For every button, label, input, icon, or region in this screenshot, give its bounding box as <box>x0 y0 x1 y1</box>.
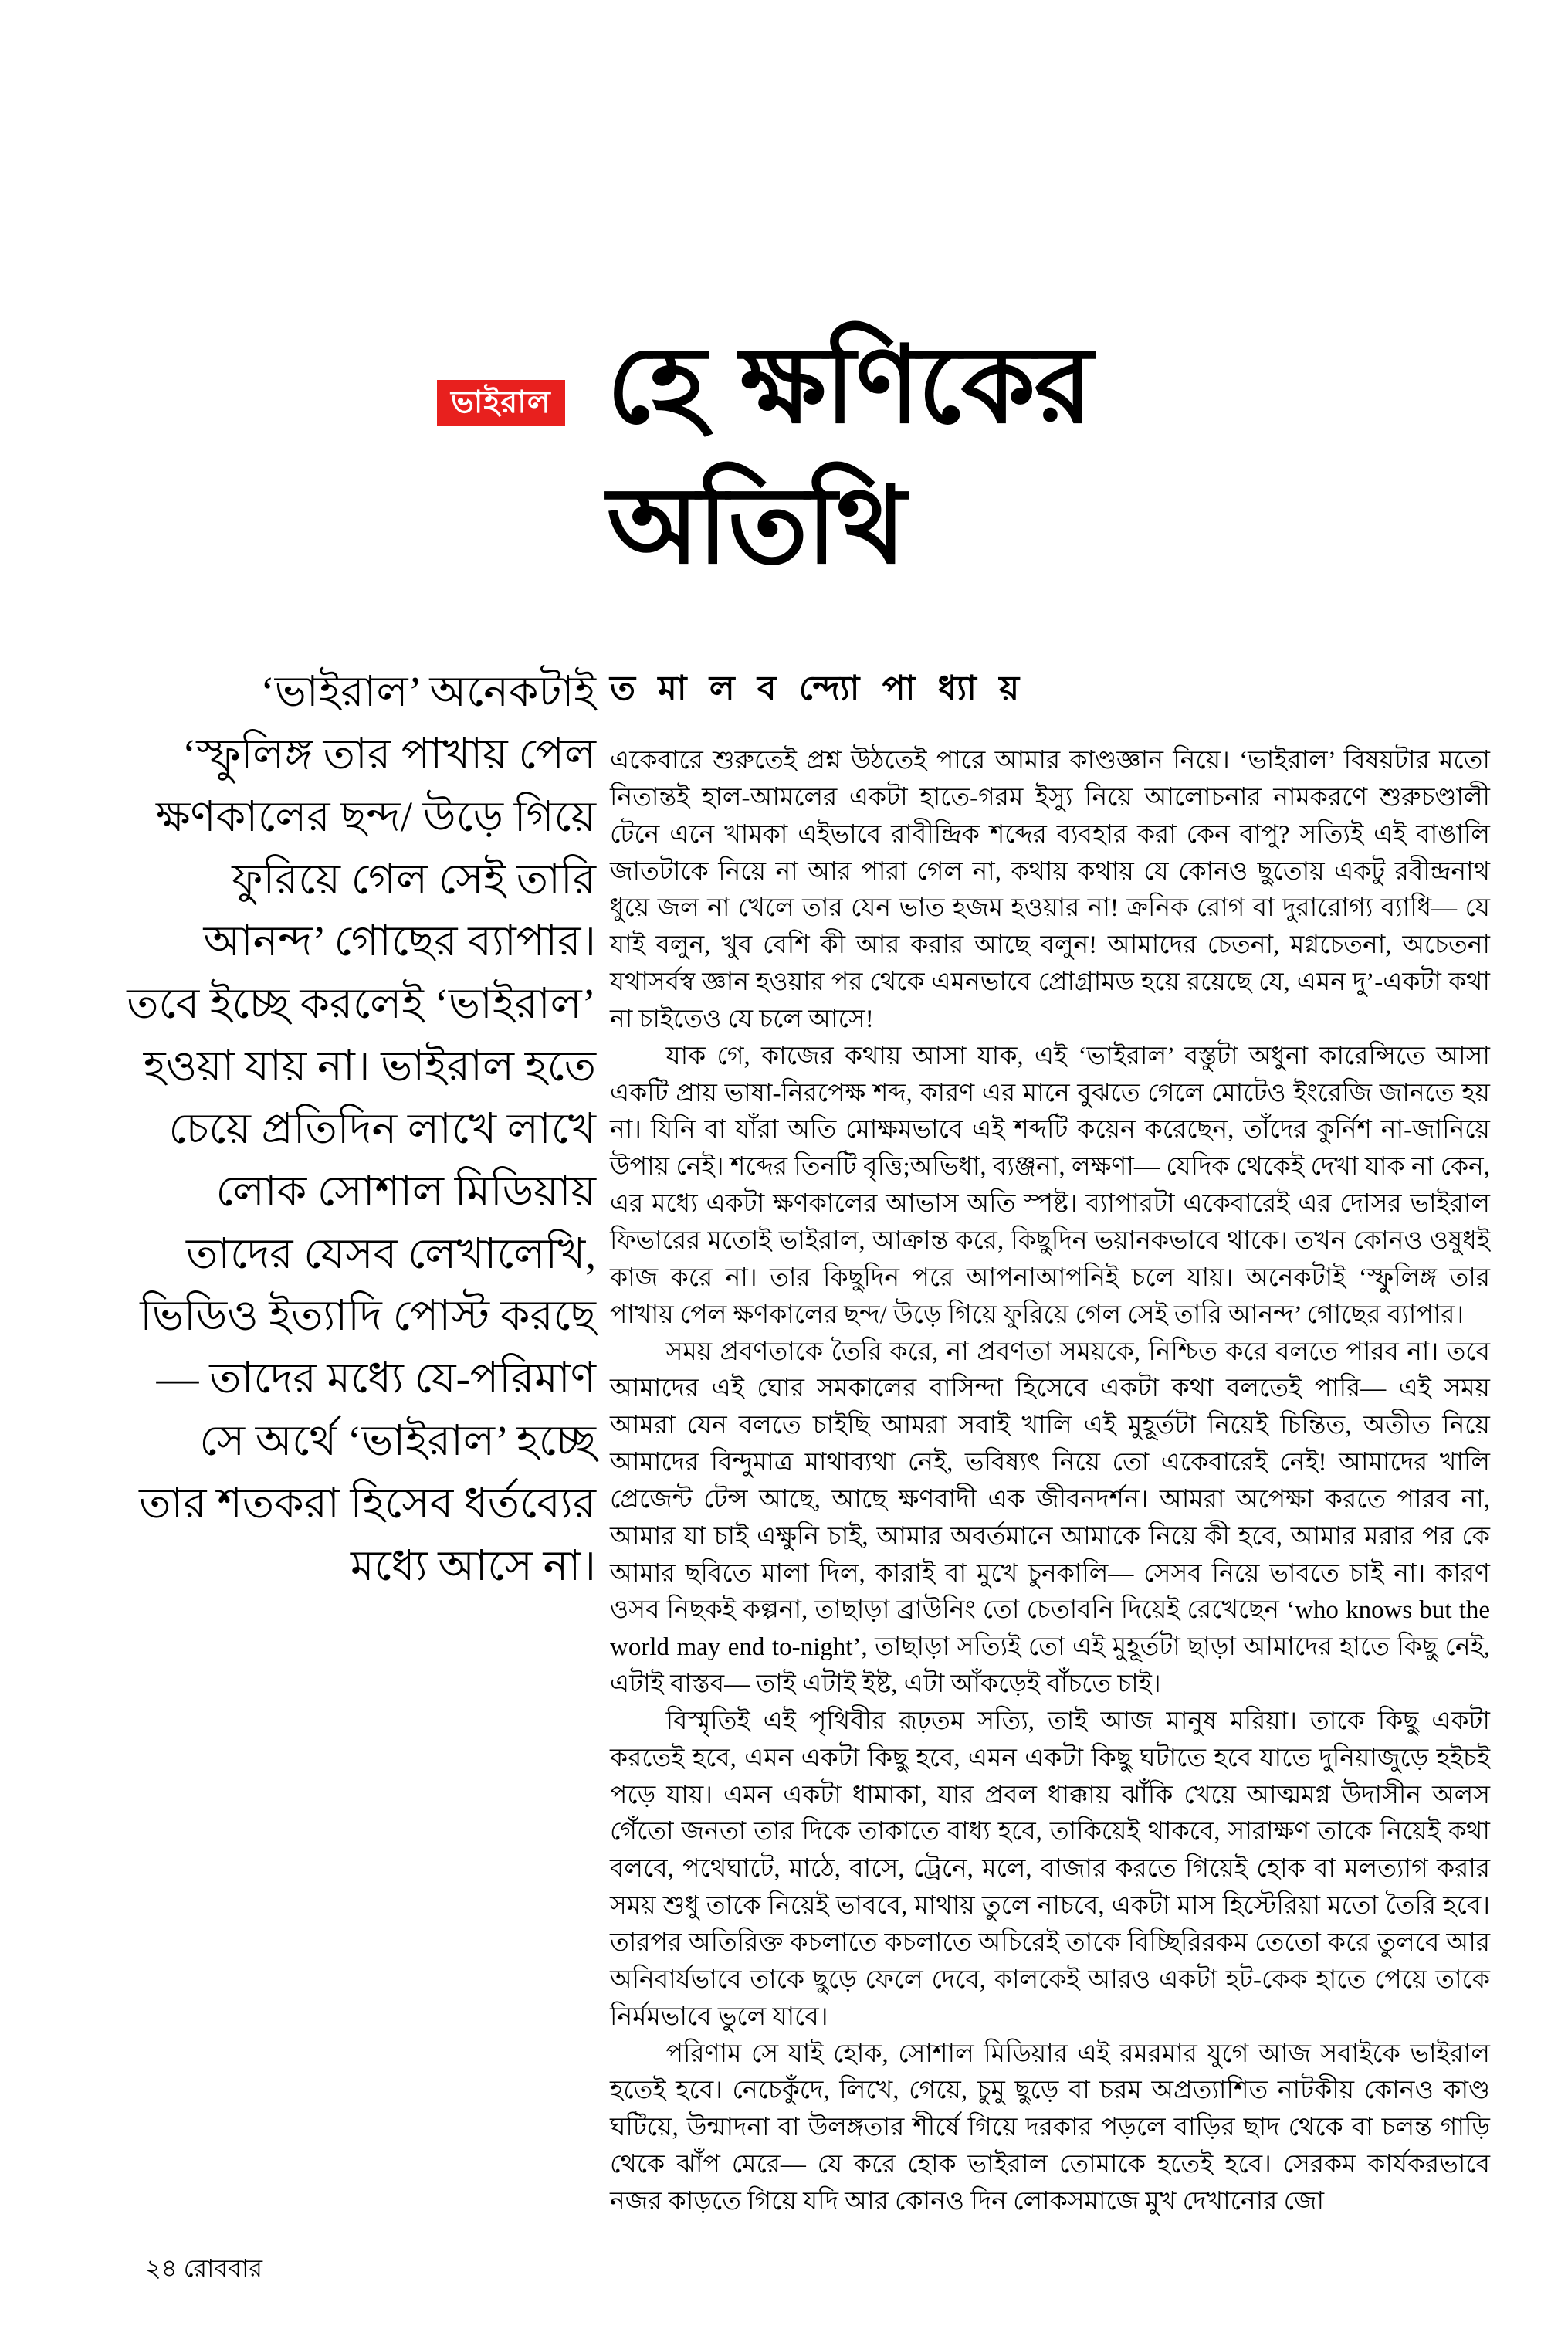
paragraph: পরিণাম সে যাই হোক, সোশাল মিডিয়ার এই রমরমার যুগে আজ সবাইকে ভাইরাল হতেই হবে। নেচেকুঁদে, লিখে, গেয়ে, চুমু ছুড়ে বা চরম অপ্রত্যাশিত নাটকীয় কোনও কাণ্ড ঘটিয়ে, উন্মাদনা বা উলঙ্গতার শীর্ষে গিয়ে দরকার পড়লে বাড়ির ছাদ থেকে বা চলন্ত গাড়ি থেকে ঝাঁপ মেরে— যে করে হোক ভাইরাল তোমাকে হতেই হবে। সেরকম কার্যকরভাবে নজর কাড়তে গিয়ে যদি আর কোনও দিন লোকসমাজে মুখ দেখানোর জো <box>610 2039 1490 2216</box>
paragraph: সময় প্রবণতাকে তৈরি করে, না প্রবণতা সময়কে, নিশ্চিত করে বলতে পারব না। তবে আমাদের এই ঘোর সমকালের বাসিন্দা হিসেবে একটা কথা বলতেই পারি— এই সময় আমরা যেন বলতে চাইছি আমরা সবাই খালি এই মুহূর্তটা নিয়েই চিন্তিত, অতীত নিয়ে আমাদের বিন্দুমাত্র মাথাব্যথা নেই, ভবিষ্যৎ নিয়ে তো একেবারেই নেই! আমাদের খালি প্রেজেন্ট টেন্স আছে, আছে ক্ষণবাদী এক জীবনদর্শন। আমরা অপেক্ষা করতে পারব না, আমার যা চাই এক্ষুনি চাই, আমার অবর্তমানে আমাকে নিয়ে কী হবে, আমার মরার পর কে আমার ছবিতে মালা দিল, কারাই বা মুখে চুনকালি— সেসব নিয়ে ভাবতে চাই না। কারণ ওসব নিছকই কল্পনা, তাছাড়া ব্রাউনিং তো চেতাবনি দিয়েই রেখেছেন ‘who knows but the world may end to-night’, তাছাড়া সত্যিই তো এই মুহূর্তটা ছাড়া আমাদের হাতে কিছু নেই, এটাই বাস্তব— তাই এটাই ইষ্ট, এটা আঁকড়েই বাঁচতে চাই। <box>610 1338 1490 1699</box>
author-byline: ত মা ল ব ন্দ্যো পা ধ্যা য় <box>610 669 1025 708</box>
pull-quote: ‘ভাইরাল’ অনেকটাই ‘স্ফুলিঙ্গ তার পাখায় পেল ক্ষণকালের ছন্দ/ উড়ে গিয়ে ফুরিয়ে গেল সেই তারি আনন্দ’ গোছের ব্যাপার। তবে ইচ্ছে করলেই ‘ভাইরাল’ হওয়া যায় না। ভাইরাল হতে চেয়ে প্রতিদিন লাখে লাখে লোক সোশাল মিডিয়ায় তাদের যেসব লেখালেখি, ভিডিও ইত্যাদি পোস্ট করছে— তাদের মধ্যে যে-পরিমাণ সে অর্থে ‘ভাইরাল’ হচ্ছে তার শতকরা হিসেব ধর্তব্যের মধ্যে আসে না। <box>127 668 596 1589</box>
section-tag-viral: ভাইরাল <box>437 380 565 426</box>
headline-line-1: হে ক্ষণিকের <box>607 323 1092 447</box>
article-headline <box>607 315 1091 596</box>
page-number-folio: ২৪ রোববার <box>145 2254 262 2282</box>
article-body <box>610 743 1490 2221</box>
headline-line-2: অতিথি <box>607 463 905 588</box>
paragraph: বিস্মৃতিই এই পৃথিবীর রূঢ়তম সত্যি, তাই আজ মানুষ মরিয়া। তাকে কিছু একটা করতেই হবে, এমন একটা কিছু হবে, এমন একটা কিছু ঘটাতে হবে যাতে দুনিয়াজুড়ে হইচই পড়ে যায়। এমন একটা ধামাকা, যার প্রবল ধাক্কায় ঝাঁকি খেয়ে আত্মমগ্ন উদাসীন অলস গেঁতো জনতা তার দিকে তাকাতে বাধ্য হবে, তাকিয়েই থাকবে, সারাক্ষণ তাকে নিয়েই কথা বলবে, পথেঘাটে, মাঠে, বাসে, ট্রেনে, মলে, বাজার করতে গিয়েই হোক বা মলত্যাগ করার সময় শুধু তাকে নিয়েই ভাববে, মাথায় তুলে নাচবে, একটা মাস হিস্টেরিয়া মতো তৈরি হবে। তারপর অতিরিক্ত কচলাতে কচলাতে অচিরেই তাকে বিচ্ছিরিরকম তেতো করে তুলবে আর অনিবার্যভাবে তাকে ছুড়ে ফেলে দেবে, কালকেই আরও একটা হট-কেক হাতে পেয়ে তাকে নির্মমভাবে ভুলে যাবে। <box>610 1707 1490 2031</box>
paragraph: যাক গে, কাজের কথায় আসা যাক, এই ‘ভাইরাল’ বস্তুটা অধুনা কারেন্সিতে আসা একটি প্রায় ভাষা-নিরপেক্ষ শব্দ, কারণ এর মানে বুঝতে গেলে মোটেও ইংরেজি জানতে হয় না। যিনি বা যাঁরা অতি মোক্ষমভাবে এই শব্দটি কয়েন করেছেন, তাঁদের কুর্নিশ না-জানিয়ে উপায় নেই। শব্দের তিনটি বৃত্তি;অভিধা, ব্যঞ্জনা, লক্ষণা— যেদিক থেকেই দেখা যাক না কেন, এর মধ্যে একটা ক্ষণকালের আভাস অতি স্পষ্ট। ব্যাপারটা একেবারেই এর দোসর ভাইরাল ফিভারের মতোই ভাইরাল, আক্রান্ত করে, কিছুদিন ভয়ানকভাবে থাকে। তখন কোনও ওষুধই কাজ করে না। তার কিছুদিন পরে আপনাআপনিই চলে যায়। অনেকটাই ‘স্ফুলিঙ্গ তার পাখায় পেল ক্ষণকালের ছন্দ/ উড়ে গিয়ে ফুরিয়ে গেল সেই তারি আনন্দ’ গোছের ব্যাপার। <box>610 1042 1490 1329</box>
paragraph: একেবারে শুরুতেই প্রশ্ন উঠতেই পারে আমার কাণ্ডজ্ঞান নিয়ে। ‘ভাইরাল’ বিষয়টার মতো নিতান্তই হাল-আমলের একটা হাতে-গরম ইস্যু নিয়ে আলোচনার নামকরণে শুরুচণ্ডালী টেনে এনে খামকা এইভাবে রাবীন্দ্রিক শব্দের ব্যবহার করা কেন বাপু? সত্যিই এই বাঙালি জাতটাকে নিয়ে না আর পারা গেল না, কথায় কথায় যে কোনও ছুতোয় একটু রবীন্দ্রনাথ ধুয়ে জল না খেলে তার যেন ভাত হজম হওয়ার না! ক্রনিক রোগ বা দুরারোগ্য ব্যাধি— যে যাই বলুন, খুব বেশি কী আর করার আছে বলুন! আমাদের চেতনা, মগ্নচেতনা, অচেতনা যথাসর্বস্ব জ্ঞান হওয়ার পর থেকে এমনভাবে প্রোগ্রামড হয়ে রয়েছে যে, এমন দু’-একটা কথা না চাইতেও যে চলে আসে! <box>610 747 1490 1033</box>
